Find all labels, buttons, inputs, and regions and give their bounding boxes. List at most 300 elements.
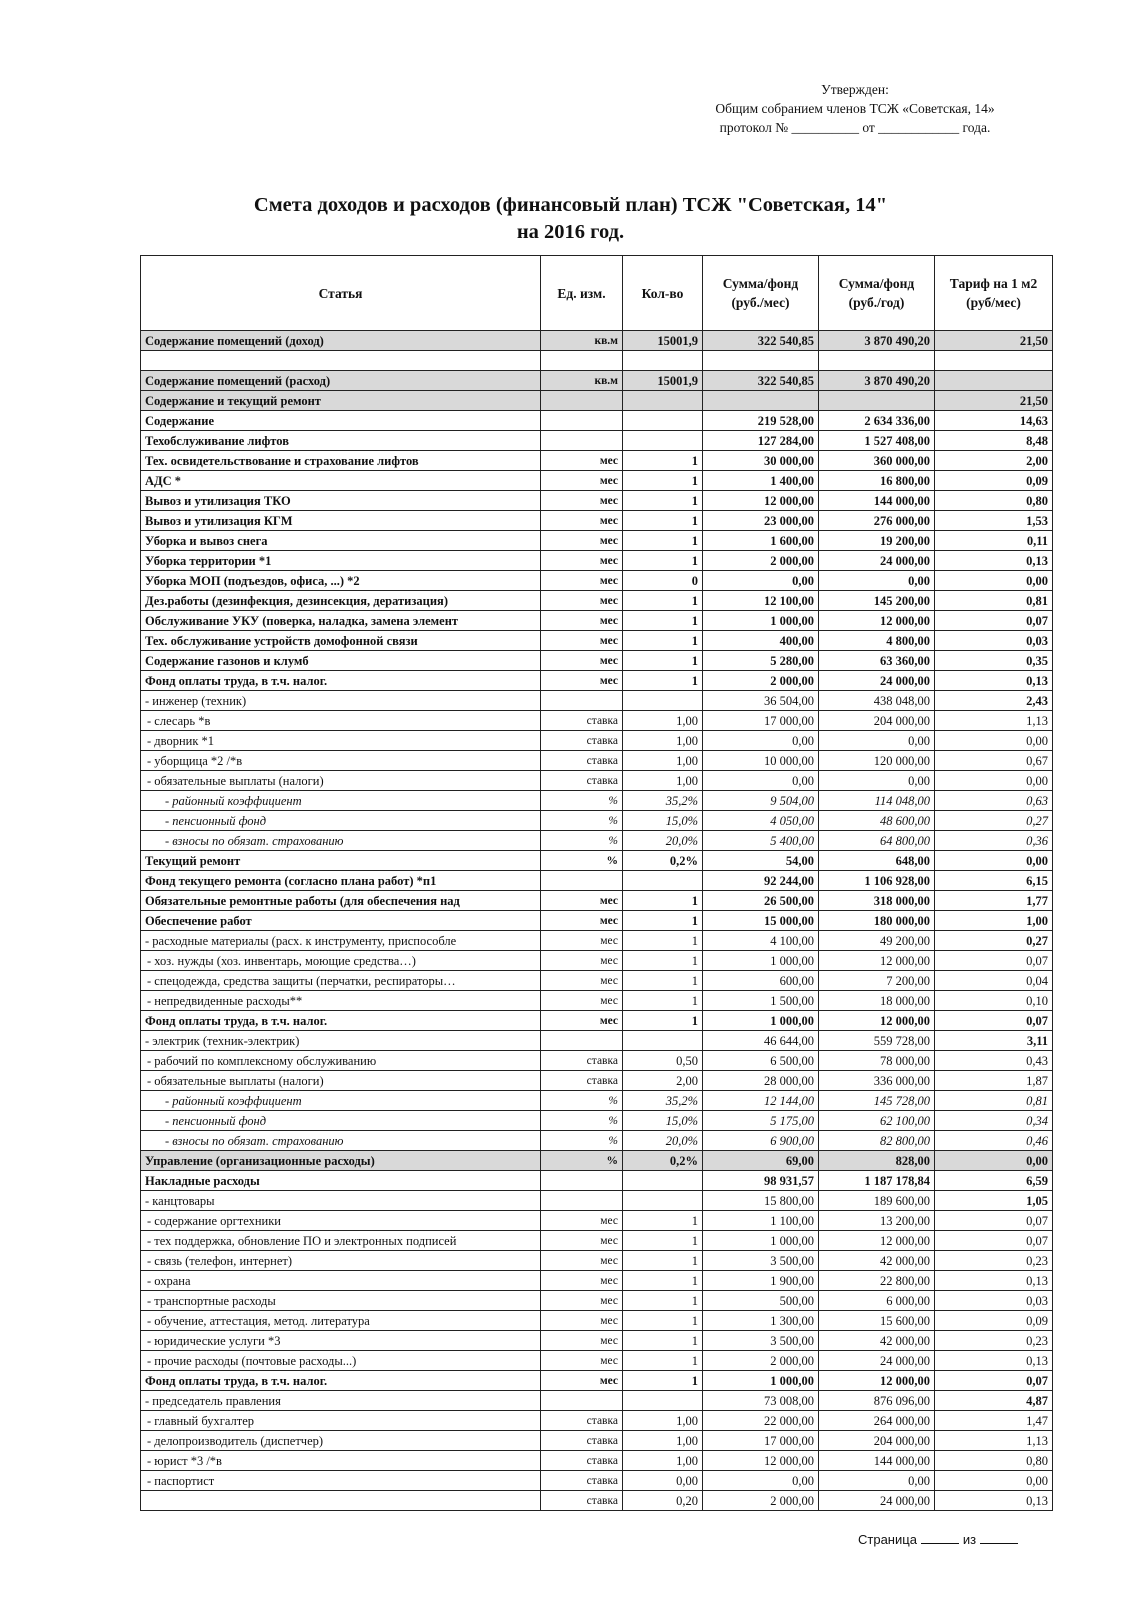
row-tariff: 0,07 [935, 951, 1053, 971]
row-name: Фонд оплаты труда, в т.ч. налог. [141, 1011, 541, 1031]
table-row [141, 1151, 1053, 1171]
row-year-sum: 189 600,00 [819, 1191, 935, 1211]
row-qty: 1,00 [623, 711, 703, 731]
table-row [141, 831, 1053, 851]
table-row [141, 371, 1053, 391]
row-name: Содержание газонов и клумб [141, 651, 541, 671]
title-line-2: на 2016 год. [516, 221, 625, 243]
table-row [141, 751, 1053, 771]
row-year-sum: 559 728,00 [819, 1031, 935, 1051]
row-tariff: 0,00 [935, 731, 1053, 751]
row-month-sum: 400,00 [703, 631, 819, 651]
row-name: - обучение, аттестация, метод. литература [141, 1311, 541, 1331]
row-month-sum: 1 000,00 [703, 951, 819, 971]
row-qty [623, 1391, 703, 1411]
row-month-sum: 54,00 [703, 851, 819, 871]
row-name: - слесарь *в [141, 711, 541, 731]
row-qty: 1,00 [623, 751, 703, 771]
row-qty: 0 [623, 571, 703, 591]
row-unit: мес [541, 911, 623, 931]
table-row [141, 491, 1053, 511]
row-name: - спецодежда, средства защиты (перчатки, респираторы… [141, 971, 541, 991]
row-month-sum: 322 540,85 [703, 331, 819, 351]
row-unit: мес [541, 571, 623, 591]
row-unit: мес [541, 631, 623, 651]
row-tariff: 1,00 [935, 911, 1053, 931]
row-year-sum: 12 000,00 [819, 1011, 935, 1031]
row-year-sum [819, 351, 935, 371]
row-unit: мес [541, 1211, 623, 1231]
table-row [141, 791, 1053, 811]
row-tariff: 1,77 [935, 891, 1053, 911]
row-month-sum: 15 000,00 [703, 911, 819, 931]
row-unit: мес [541, 1351, 623, 1371]
table-row [141, 871, 1053, 891]
row-name: Уборка территории *1 [141, 551, 541, 571]
row-month-sum: 12 000,00 [703, 1451, 819, 1471]
row-tariff: 0,07 [935, 1371, 1053, 1391]
row-unit: ставка [541, 731, 623, 751]
row-unit [541, 1171, 623, 1191]
row-unit [541, 1031, 623, 1051]
row-name: Техобслуживание лифтов [141, 431, 541, 451]
row-tariff: 0,63 [935, 791, 1053, 811]
row-qty: 1 [623, 911, 703, 931]
row-unit: % [541, 1111, 623, 1131]
row-tariff: 0,27 [935, 811, 1053, 831]
row-tariff: 0,13 [935, 1271, 1053, 1291]
row-year-sum: 0,00 [819, 1471, 935, 1491]
row-tariff: 0,04 [935, 971, 1053, 991]
row-name: Обязательные ремонтные работы (для обеспечения над [141, 891, 541, 911]
row-tariff: 0,03 [935, 631, 1053, 651]
row-name: - обязательные выплаты (налоги) [141, 771, 541, 791]
row-tariff: 0,13 [935, 1351, 1053, 1371]
row-name: Тех. обслуживание устройств домофонной связи [141, 631, 541, 651]
row-qty: 1 [623, 931, 703, 951]
table-row [141, 1091, 1053, 1111]
row-year-sum: 648,00 [819, 851, 935, 871]
row-unit: мес [541, 1371, 623, 1391]
row-year-sum: 828,00 [819, 1151, 935, 1171]
row-tariff: 0,00 [935, 771, 1053, 791]
row-name: - рабочий по комплексному обслуживанию [141, 1051, 541, 1071]
row-name: Текущий ремонт [141, 851, 541, 871]
row-name: - непредвиденные расходы** [141, 991, 541, 1011]
document-title [0, 192, 1141, 246]
row-name: - председатель правления [141, 1391, 541, 1411]
row-name: - взносы по обязат. страхованию [141, 831, 541, 851]
row-month-sum: 73 008,00 [703, 1391, 819, 1411]
row-unit: ставка [541, 1071, 623, 1091]
row-name: Фонд оплаты труда, в т.ч. налог. [141, 1371, 541, 1391]
row-month-sum: 5 280,00 [703, 651, 819, 671]
row-tariff: 0,07 [935, 1011, 1053, 1031]
row-year-sum: 49 200,00 [819, 931, 935, 951]
row-year-sum: 0,00 [819, 771, 935, 791]
row-name: - паспортист [141, 1471, 541, 1491]
row-name [141, 351, 541, 371]
row-year-sum: 12 000,00 [819, 1371, 935, 1391]
row-qty: 20,0% [623, 831, 703, 851]
row-tariff: 0,34 [935, 1111, 1053, 1131]
approval-line-3: протокол № __________ от ____________ года. [719, 120, 991, 135]
row-unit [541, 1391, 623, 1411]
table-row [141, 411, 1053, 431]
table-row [141, 1291, 1053, 1311]
row-tariff: 0,00 [935, 1151, 1053, 1171]
row-year-sum: 7 200,00 [819, 971, 935, 991]
table-row [141, 711, 1053, 731]
row-year-sum: 145 200,00 [819, 591, 935, 611]
header-unit: Ед. изм. [541, 256, 623, 331]
row-name: Уборка и вывоз снега [141, 531, 541, 551]
row-tariff: 4,87 [935, 1391, 1053, 1411]
row-unit: ставка [541, 711, 623, 731]
row-qty: 1 [623, 451, 703, 471]
table-row [141, 851, 1053, 871]
row-year-sum: 18 000,00 [819, 991, 935, 1011]
row-year-sum: 336 000,00 [819, 1071, 935, 1091]
row-month-sum: 5 175,00 [703, 1111, 819, 1131]
row-unit: мес [541, 951, 623, 971]
row-month-sum: 1 000,00 [703, 611, 819, 631]
row-year-sum [819, 391, 935, 411]
row-year-sum: 64 800,00 [819, 831, 935, 851]
row-year-sum: 78 000,00 [819, 1051, 935, 1071]
table-row [141, 1111, 1053, 1131]
row-tariff: 0,81 [935, 1091, 1053, 1111]
row-month-sum: 1 100,00 [703, 1211, 819, 1231]
row-year-sum: 42 000,00 [819, 1251, 935, 1271]
row-year-sum: 24 000,00 [819, 1491, 935, 1511]
table-row [141, 571, 1053, 591]
row-unit: мес [541, 651, 623, 671]
table-row [141, 1311, 1053, 1331]
row-tariff: 0,27 [935, 931, 1053, 951]
row-name: - хоз. нужды (хоз. инвентарь, моющие средства…) [141, 951, 541, 971]
row-tariff: 0,07 [935, 611, 1053, 631]
row-qty: 0,2% [623, 851, 703, 871]
table-header-row [141, 256, 1053, 331]
row-name: - юридические услуги *3 [141, 1331, 541, 1351]
row-unit [541, 1191, 623, 1211]
row-unit: мес [541, 611, 623, 631]
row-qty: 1 [623, 1251, 703, 1271]
row-month-sum: 12 144,00 [703, 1091, 819, 1111]
row-unit: мес [541, 1231, 623, 1251]
row-unit [541, 431, 623, 451]
row-unit: ставка [541, 1451, 623, 1471]
row-month-sum: 9 504,00 [703, 791, 819, 811]
row-tariff: 1,47 [935, 1411, 1053, 1431]
row-name: - главный бухгалтер [141, 1411, 541, 1431]
table-row [141, 931, 1053, 951]
row-month-sum: 127 284,00 [703, 431, 819, 451]
row-qty [623, 871, 703, 891]
row-qty: 1 [623, 951, 703, 971]
row-tariff: 6,15 [935, 871, 1053, 891]
row-month-sum: 0,00 [703, 731, 819, 751]
row-tariff: 1,05 [935, 1191, 1053, 1211]
table-row [141, 1431, 1053, 1451]
row-year-sum: 0,00 [819, 731, 935, 751]
row-qty: 1 [623, 1271, 703, 1291]
row-qty [623, 351, 703, 371]
row-name: - инженер (техник) [141, 691, 541, 711]
row-month-sum: 3 500,00 [703, 1331, 819, 1351]
row-qty: 0,50 [623, 1051, 703, 1071]
row-month-sum: 12 000,00 [703, 491, 819, 511]
row-year-sum: 63 360,00 [819, 651, 935, 671]
row-unit: мес [541, 591, 623, 611]
row-qty: 1 [623, 1011, 703, 1031]
table-row [141, 771, 1053, 791]
row-name: - дворник *1 [141, 731, 541, 751]
page-total-blank [980, 1543, 1018, 1544]
row-qty: 1,00 [623, 1451, 703, 1471]
table-row [141, 1391, 1053, 1411]
row-qty: 15001,9 [623, 331, 703, 351]
row-tariff: 0,00 [935, 571, 1053, 591]
row-month-sum: 36 504,00 [703, 691, 819, 711]
approval-block [700, 80, 1010, 137]
table-row [141, 731, 1053, 751]
row-year-sum: 360 000,00 [819, 451, 935, 471]
row-qty: 1,00 [623, 1431, 703, 1451]
row-qty: 1 [623, 611, 703, 631]
row-year-sum: 204 000,00 [819, 1431, 935, 1451]
row-tariff: 0,09 [935, 471, 1053, 491]
row-year-sum: 12 000,00 [819, 951, 935, 971]
row-month-sum: 5 400,00 [703, 831, 819, 851]
row-month-sum: 1 000,00 [703, 1231, 819, 1251]
row-tariff: 14,63 [935, 411, 1053, 431]
row-qty: 35,2% [623, 1091, 703, 1111]
row-unit: мес [541, 671, 623, 691]
row-name: Фонд текущего ремонта (согласно плана работ) *п1 [141, 871, 541, 891]
table-row [141, 471, 1053, 491]
table-row [141, 951, 1053, 971]
row-unit: мес [541, 1251, 623, 1271]
table-row [141, 1231, 1053, 1251]
row-unit: ставка [541, 771, 623, 791]
row-month-sum: 0,00 [703, 771, 819, 791]
row-name: - пенсионный фонд [141, 811, 541, 831]
of-label: из [962, 1532, 977, 1547]
row-unit [541, 391, 623, 411]
row-tariff: 6,59 [935, 1171, 1053, 1191]
row-name: - прочие расходы (почтовые расходы...) [141, 1351, 541, 1371]
table-row [141, 1271, 1053, 1291]
table-row [141, 451, 1053, 471]
row-qty: 1 [623, 531, 703, 551]
row-qty [623, 1191, 703, 1211]
row-month-sum: 15 800,00 [703, 1191, 819, 1211]
table-row [141, 1471, 1053, 1491]
row-unit: мес [541, 971, 623, 991]
row-qty: 1 [623, 471, 703, 491]
row-month-sum: 219 528,00 [703, 411, 819, 431]
row-month-sum: 1 500,00 [703, 991, 819, 1011]
row-unit: мес [541, 891, 623, 911]
row-qty: 1 [623, 491, 703, 511]
row-month-sum: 10 000,00 [703, 751, 819, 771]
row-tariff: 0,67 [935, 751, 1053, 771]
row-qty: 0,20 [623, 1491, 703, 1511]
table-row [141, 1071, 1053, 1091]
row-qty: 1 [623, 551, 703, 571]
table-row [141, 891, 1053, 911]
row-unit: ставка [541, 1491, 623, 1511]
row-year-sum: 62 100,00 [819, 1111, 935, 1131]
table-row [141, 1331, 1053, 1351]
row-tariff [935, 371, 1053, 391]
page-label: Страница [858, 1532, 917, 1547]
row-unit: кв.м [541, 331, 623, 351]
row-year-sum: 2 634 336,00 [819, 411, 935, 431]
row-name: Тех. освидетельствование и страхование лифтов [141, 451, 541, 471]
row-tariff: 0,07 [935, 1211, 1053, 1231]
row-unit [541, 871, 623, 891]
row-month-sum: 1 300,00 [703, 1311, 819, 1331]
row-unit: мес [541, 991, 623, 1011]
table-row [141, 331, 1053, 351]
row-month-sum: 0,00 [703, 1471, 819, 1491]
table-row [141, 1451, 1053, 1471]
row-tariff: 0,09 [935, 1311, 1053, 1331]
table-row [141, 551, 1053, 571]
row-year-sum: 144 000,00 [819, 1451, 935, 1471]
row-year-sum: 876 096,00 [819, 1391, 935, 1411]
row-name [141, 1491, 541, 1511]
table-row [141, 1051, 1053, 1071]
row-qty [623, 411, 703, 431]
row-month-sum: 2 000,00 [703, 1491, 819, 1511]
row-name: Содержание помещений (доход) [141, 331, 541, 351]
row-year-sum: 24 000,00 [819, 1351, 935, 1371]
row-name: - электрик (техник-электрик) [141, 1031, 541, 1051]
row-year-sum: 3 870 490,20 [819, 371, 935, 391]
row-unit: ставка [541, 1411, 623, 1431]
row-year-sum: 264 000,00 [819, 1411, 935, 1431]
row-qty [623, 1031, 703, 1051]
row-year-sum: 12 000,00 [819, 611, 935, 631]
table-row [141, 1351, 1053, 1371]
row-qty: 1 [623, 1211, 703, 1231]
row-qty: 2,00 [623, 1071, 703, 1091]
row-month-sum: 600,00 [703, 971, 819, 991]
row-year-sum: 3 870 490,20 [819, 331, 935, 351]
table-row [141, 1011, 1053, 1031]
row-year-sum: 24 000,00 [819, 551, 935, 571]
row-month-sum: 17 000,00 [703, 1431, 819, 1451]
row-tariff: 21,50 [935, 331, 1053, 351]
row-tariff: 2,43 [935, 691, 1053, 711]
row-month-sum: 1 900,00 [703, 1271, 819, 1291]
row-name: - связь (телефон, интернет) [141, 1251, 541, 1271]
row-qty: 1 [623, 1311, 703, 1331]
row-unit: % [541, 1151, 623, 1171]
row-year-sum: 204 000,00 [819, 711, 935, 731]
row-name: Накладные расходы [141, 1171, 541, 1191]
row-qty: 1 [623, 1371, 703, 1391]
row-name: - районный коэффициент [141, 791, 541, 811]
row-tariff: 1,13 [935, 1431, 1053, 1451]
row-year-sum: 114 048,00 [819, 791, 935, 811]
row-qty: 1 [623, 1231, 703, 1251]
row-tariff: 0,13 [935, 671, 1053, 691]
row-unit [541, 351, 623, 371]
row-month-sum: 2 000,00 [703, 671, 819, 691]
row-qty: 20,0% [623, 1131, 703, 1151]
table-row [141, 351, 1053, 371]
table-row [141, 1131, 1053, 1151]
row-tariff: 0,23 [935, 1251, 1053, 1271]
row-month-sum: 1 000,00 [703, 1371, 819, 1391]
table-row [141, 1191, 1053, 1211]
row-name: Вывоз и утилизация ТКО [141, 491, 541, 511]
row-year-sum: 4 800,00 [819, 631, 935, 651]
row-qty [623, 1171, 703, 1191]
row-unit: % [541, 1131, 623, 1151]
row-qty [623, 431, 703, 451]
table-row [141, 591, 1053, 611]
row-unit: ставка [541, 1051, 623, 1071]
row-name: - расходные материалы (расх. к инструменту, приспособле [141, 931, 541, 951]
row-month-sum: 322 540,85 [703, 371, 819, 391]
row-name: - уборщица *2 /*в [141, 751, 541, 771]
row-name: Содержание помещений (расход) [141, 371, 541, 391]
row-tariff: 0,10 [935, 991, 1053, 1011]
row-tariff: 0,13 [935, 551, 1053, 571]
row-name: - содержание оргтехники [141, 1211, 541, 1231]
row-tariff: 0,35 [935, 651, 1053, 671]
row-name: АДС * [141, 471, 541, 491]
row-qty: 1 [623, 591, 703, 611]
row-year-sum: 24 000,00 [819, 671, 935, 691]
row-month-sum: 23 000,00 [703, 511, 819, 531]
row-month-sum: 28 000,00 [703, 1071, 819, 1091]
row-unit: мес [541, 931, 623, 951]
table-row [141, 631, 1053, 651]
row-month-sum: 1 400,00 [703, 471, 819, 491]
row-tariff: 0,00 [935, 851, 1053, 871]
row-month-sum: 500,00 [703, 1291, 819, 1311]
row-tariff: 0,43 [935, 1051, 1053, 1071]
row-name: - канцтовары [141, 1191, 541, 1211]
row-month-sum: 12 100,00 [703, 591, 819, 611]
row-tariff: 0,36 [935, 831, 1053, 851]
table-row [141, 991, 1053, 1011]
row-name: Содержание и текущий ремонт [141, 391, 541, 411]
row-qty: 1 [623, 1291, 703, 1311]
row-year-sum: 0,00 [819, 571, 935, 591]
row-qty: 1 [623, 891, 703, 911]
row-tariff: 0,46 [935, 1131, 1053, 1151]
table-row [141, 531, 1053, 551]
row-name: - взносы по обязат. страхованию [141, 1131, 541, 1151]
header-tariff: Тариф на 1 м2 (руб/мес) [935, 256, 1053, 331]
table-row [141, 971, 1053, 991]
row-name: Фонд оплаты труда, в т.ч. налог. [141, 671, 541, 691]
row-qty: 1 [623, 1331, 703, 1351]
row-month-sum: 92 244,00 [703, 871, 819, 891]
row-name: Уборка МОП (подъездов, офиса, ...) *2 [141, 571, 541, 591]
table-row [141, 1251, 1053, 1271]
row-month-sum: 1 600,00 [703, 531, 819, 551]
page-number-blank [921, 1543, 959, 1544]
